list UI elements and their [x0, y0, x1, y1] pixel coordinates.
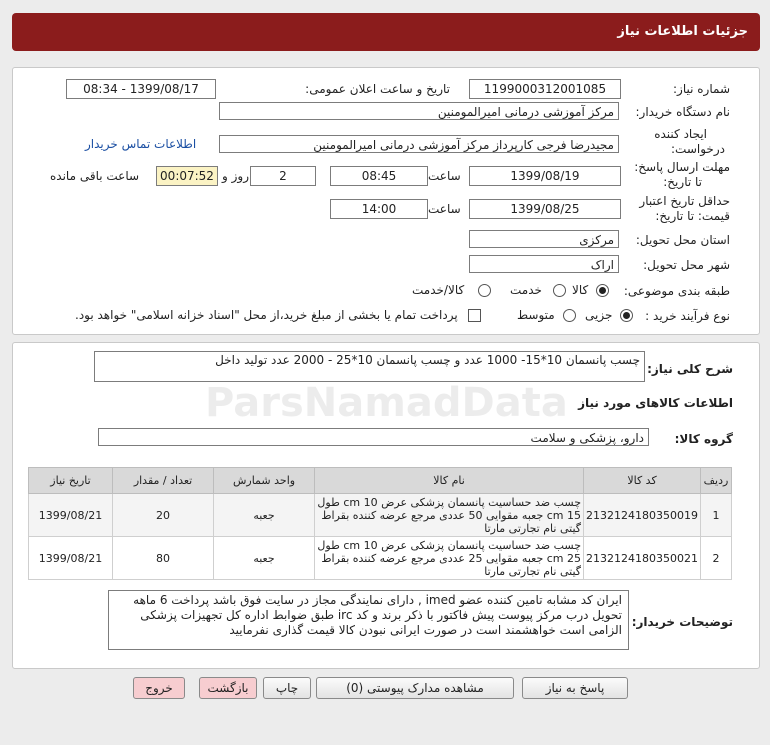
treasury-payment-checkbox[interactable] — [468, 309, 481, 322]
exit-button[interactable]: خروج — [133, 677, 185, 699]
reply-deadline-label-1: مهلت ارسال پاسخ: — [634, 160, 730, 174]
treasury-payment-note: پرداخت تمام یا بخشی از مبلغ خرید،از محل "اسناد خزانه اسلامی" خواهد بود. — [75, 308, 458, 322]
cell-row: 1 — [701, 494, 732, 537]
print-button[interactable]: چاپ — [263, 677, 311, 699]
cell-unit: جعبه — [214, 494, 315, 537]
buyer-notes-label: توضیحات خریدار: — [631, 615, 733, 629]
city-label: شهر محل تحویل: — [643, 258, 730, 272]
process-radio-medium[interactable] — [563, 309, 576, 322]
remaining-time-field: 00:07:52 — [156, 166, 218, 186]
category-option-goods: کالا — [572, 283, 589, 297]
cell-name: چسب ضد حساسیت پانسمان پزشکی عرض cm 10 طول cm 15 جعبه مقوایی 50 عددی مرجع عرضه کننده بقراط گیتی نام تجارتی مارتا — [315, 494, 584, 537]
col-qty: تعداد / مقدار — [113, 468, 214, 494]
cell-code: 2132124180350019 — [584, 494, 701, 537]
announce-datetime-field: 1399/08/17 - 08:34 — [66, 79, 216, 99]
creator-field: مجیدرضا فرجی کارپرداز مرکز آموزشی درمانی امیرالمومنین — [219, 135, 619, 153]
goods-group-label: گروه کالا: — [674, 432, 733, 446]
cell-qty: 20 — [113, 494, 214, 537]
attachments-button[interactable]: مشاهده مدارک پیوستی (0) — [316, 677, 514, 699]
col-name: نام کالا — [315, 468, 584, 494]
province-label: استان محل تحویل: — [635, 233, 730, 247]
reply-time-field: 08:45 — [330, 166, 428, 186]
general-desc-label: شرح کلی نیاز: — [647, 362, 733, 376]
cell-date: 1399/08/21 — [29, 494, 113, 537]
price-validity-time-label: ساعت — [428, 202, 461, 216]
general-desc-field: چسب پانسمان 10*15- 1000 عدد و چسب پانسمان 10*25 - 2000 عدد تولید داخل — [94, 351, 645, 382]
process-radio-minor[interactable] — [620, 309, 633, 322]
goods-group-field: دارو، پزشکی و سلامت — [98, 428, 649, 446]
table-header-row — [29, 468, 732, 494]
announce-datetime-label: تاریخ و ساعت اعلان عمومی: — [305, 82, 450, 96]
cell-name: چسب ضد حساسیت پانسمان پزشکی عرض cm 10 طول cm 25 جعبه مقوایی 25 عددی مرجع عرضه کننده بقراط گیتی نام تجارتی مارتا — [315, 537, 584, 580]
col-code: کد کالا — [584, 468, 701, 494]
buyer-contact-link[interactable]: اطلاعات تماس خریدار — [85, 137, 197, 151]
process-option-minor: جزیی — [585, 308, 613, 322]
need-number-label: شماره نیاز: — [673, 82, 730, 96]
need-number-field: 1199000312001085 — [469, 79, 621, 99]
category-option-service: خدمت — [510, 283, 542, 297]
creator-label-2: درخواست: — [671, 142, 725, 156]
city-field: اراک — [469, 255, 619, 273]
col-unit: واحد شمارش — [214, 468, 315, 494]
process-option-medium: متوسط — [517, 308, 555, 322]
table-row — [29, 537, 732, 580]
reply-date-field: 1399/08/19 — [469, 166, 621, 186]
back-button[interactable]: بازگشت — [199, 677, 257, 699]
col-row: ردیف — [701, 468, 732, 494]
province-field: مرکزی — [469, 230, 619, 248]
watermark: ParsNamadData — [205, 380, 568, 426]
cell-row: 2 — [701, 537, 732, 580]
page-header — [12, 13, 760, 51]
category-radio-goods[interactable] — [596, 284, 609, 297]
category-radio-service[interactable] — [553, 284, 566, 297]
days-field: 2 — [250, 166, 316, 186]
price-validity-time-field: 14:00 — [330, 199, 428, 219]
cell-date: 1399/08/21 — [29, 537, 113, 580]
reply-time-label: ساعت — [428, 169, 461, 183]
cell-unit: جعبه — [214, 537, 315, 580]
buyer-org-label: نام دستگاه خریدار: — [635, 105, 730, 119]
process-type-label: نوع فرآیند خرید : — [645, 309, 730, 323]
reply-button[interactable]: پاسخ به نیاز — [522, 677, 628, 699]
buyer-notes-field: ایران کد مشابه تامین کننده عضو imed , دارای نمایندگی مجاز در سایت فوق باشد پرداخت 6 ماهه تحویل درب مرکز پیوست پیش فاکتور با ذکر برند و کد irc طبق ضوابط اداره کل تجهیزات پزشکی الزامی است خواهشمند است در صورت ایرانی نبودن کالا قیمت گذاری نفرمایید — [108, 590, 629, 650]
days-label: روز و — [222, 169, 249, 183]
price-validity-date-field: 1399/08/25 — [469, 199, 621, 219]
creator-label-1: ایجاد کننده — [654, 127, 707, 141]
category-label: طبقه بندی موضوعی: — [623, 284, 730, 298]
table-row — [29, 494, 732, 537]
cell-qty: 80 — [113, 537, 214, 580]
price-validity-label-2: قیمت: تا تاریخ: — [655, 209, 730, 223]
remaining-label: ساعت باقی مانده — [50, 169, 140, 183]
price-validity-label-1: حداقل تاریخ اعتبار — [639, 194, 730, 208]
buyer-org-field: مرکز آموزشی درمانی امیرالمومنین — [219, 102, 619, 120]
cell-code: 2132124180350021 — [584, 537, 701, 580]
goods-table — [28, 467, 732, 580]
goods-info-title: اطلاعات کالاهای مورد نیاز — [578, 396, 733, 410]
category-radio-goods-service[interactable] — [478, 284, 491, 297]
col-date: تاریخ نیاز — [29, 468, 113, 494]
category-option-goods-service: کالا/خدمت — [412, 283, 465, 297]
page-title: جزئیات اطلاعات نیاز — [617, 24, 748, 39]
reply-deadline-label-2: تا تاریخ: — [663, 175, 702, 189]
